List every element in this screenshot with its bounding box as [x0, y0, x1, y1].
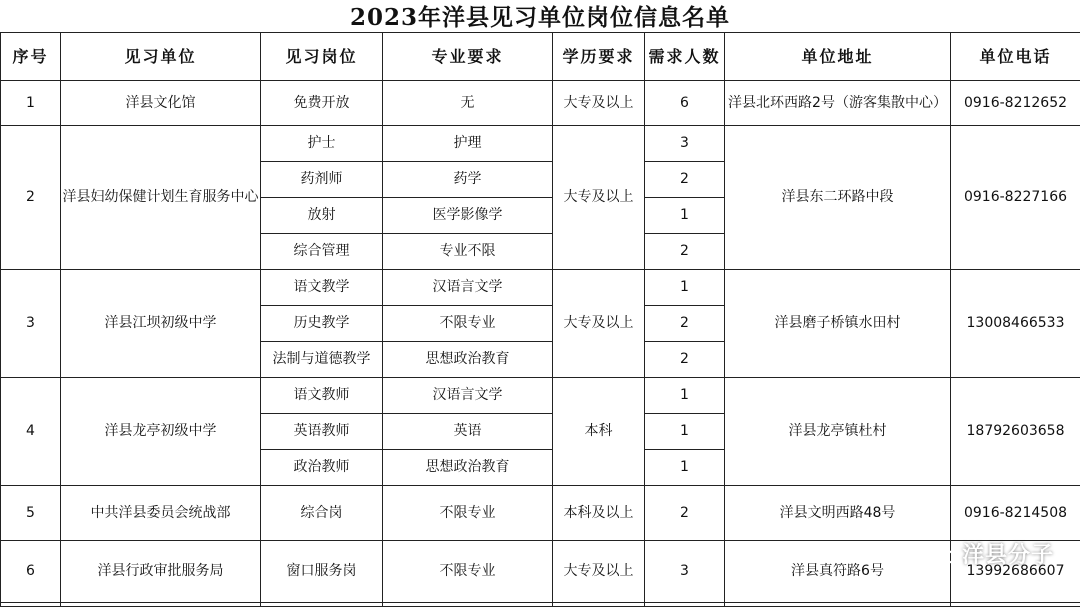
- cell-tel: 0916-8212652: [951, 81, 1080, 126]
- cell-edu: 大专及以上: [553, 126, 645, 270]
- header-major: 专业要求: [383, 33, 553, 81]
- cell-major: 不限专业: [383, 486, 553, 541]
- header-addr: 单位地址: [725, 33, 951, 81]
- page-title: 2023年洋县见习单位岗位信息名单: [0, 0, 1080, 33]
- table-row: [1, 270, 1080, 306]
- watermark: [928, 538, 1054, 569]
- cell-need: 2: [645, 342, 725, 378]
- cell-post: 法制与道德教学: [261, 342, 383, 378]
- cell-post: 综合岗: [261, 486, 383, 541]
- cell-need: 1: [645, 198, 725, 234]
- cell-addr: 洋县北环西路2号（游客集散中心）: [725, 81, 951, 126]
- cell-post: 语文教师: [261, 378, 383, 414]
- header-seq: 序号: [1, 33, 61, 81]
- cell-major: 药学: [383, 162, 553, 198]
- cell-edu: 大专及以上: [553, 541, 645, 603]
- table-row: [1, 378, 1080, 414]
- cell-unit: 洋县江坝初级中学: [61, 270, 261, 378]
- header-row: [1, 33, 1080, 81]
- cell-addr: 洋县龙亭镇杜村: [725, 378, 951, 486]
- header-unit: 见习单位: [61, 33, 261, 81]
- cell-major: 医学影像学: [383, 198, 553, 234]
- header-need: 需求人数: [645, 33, 725, 81]
- cell-need: 2: [645, 306, 725, 342]
- cell-addr: 洋县真符路6号: [725, 541, 951, 603]
- cell-post: 政治教师: [261, 450, 383, 486]
- cell-post: 综合管理: [261, 234, 383, 270]
- cell-major: 不限专业: [383, 306, 553, 342]
- cell-need: 2: [645, 486, 725, 541]
- cell-tel: 13992686607: [951, 541, 1080, 603]
- table-row: [1, 126, 1080, 162]
- watermark-text: 洋县分子: [962, 538, 1054, 569]
- cell-seq: 3: [1, 270, 61, 378]
- cell-seq: 6: [1, 541, 61, 603]
- wechat-icon: [928, 543, 956, 565]
- cell-post: 窗口服务岗: [261, 541, 383, 603]
- cell-seq: 4: [1, 378, 61, 486]
- cell-tel: 18792603658: [951, 378, 1080, 486]
- table-row: [1, 81, 1080, 126]
- cell-major: 汉语言文学: [383, 378, 553, 414]
- cell-major: 英语: [383, 414, 553, 450]
- cell-addr: 洋县磨子桥镇水田村: [725, 270, 951, 378]
- cell-post: 免费开放: [261, 81, 383, 126]
- cell-tel: 0916-8227166: [951, 126, 1080, 270]
- cell-addr: 洋县文明西路48号: [725, 486, 951, 541]
- cell-unit: 中共洋县委员会统战部: [61, 486, 261, 541]
- cell-major: 专业不限: [383, 234, 553, 270]
- cell-edu: 本科: [553, 378, 645, 486]
- cell-major: 思想政治教育: [383, 342, 553, 378]
- cell-need: 6: [645, 81, 725, 126]
- cell-unit: 洋县龙亭初级中学: [61, 378, 261, 486]
- cell-post: 护士: [261, 126, 383, 162]
- header-tel: 单位电话: [951, 33, 1080, 81]
- table-row: [1, 541, 1080, 603]
- cell-need: 3: [645, 126, 725, 162]
- cell-need: 1: [645, 378, 725, 414]
- cell-need: 3: [645, 541, 725, 603]
- header-edu: 学历要求: [553, 33, 645, 81]
- cell-need: 1: [645, 270, 725, 306]
- cell-post: 药剂师: [261, 162, 383, 198]
- cell-major: 思想政治教育: [383, 450, 553, 486]
- cell-tel: 13008466533: [951, 270, 1080, 378]
- cell-need: 2: [645, 162, 725, 198]
- cell-tel: 0916-8214508: [951, 486, 1080, 541]
- cell-major: 不限专业: [383, 541, 553, 603]
- cell-addr: 洋县东二环路中段: [725, 126, 951, 270]
- cell-seq: 2: [1, 126, 61, 270]
- cell-unit: 洋县行政审批服务局: [61, 541, 261, 603]
- cell-post: 放射: [261, 198, 383, 234]
- cell-major: 无: [383, 81, 553, 126]
- job-table: [0, 32, 1080, 607]
- cell-need: 1: [645, 450, 725, 486]
- cell-major: 汉语言文学: [383, 270, 553, 306]
- cell-edu: 大专及以上: [553, 81, 645, 126]
- cell-major: 护理: [383, 126, 553, 162]
- cell-unit: 洋县文化馆: [61, 81, 261, 126]
- cell-seq: 5: [1, 486, 61, 541]
- cell-seq: 1: [1, 81, 61, 126]
- cell-need: 1: [645, 414, 725, 450]
- header-post: 见习岗位: [261, 33, 383, 81]
- table-row: [1, 486, 1080, 541]
- cell-need: 2: [645, 234, 725, 270]
- cell-unit: 洋县妇幼保健计划生育服务中心: [61, 126, 261, 270]
- cell-post: 历史教学: [261, 306, 383, 342]
- cell-edu: 本科及以上: [553, 486, 645, 541]
- cell-post: 语文教学: [261, 270, 383, 306]
- cell-post: 英语教师: [261, 414, 383, 450]
- cell-edu: 大专及以上: [553, 270, 645, 378]
